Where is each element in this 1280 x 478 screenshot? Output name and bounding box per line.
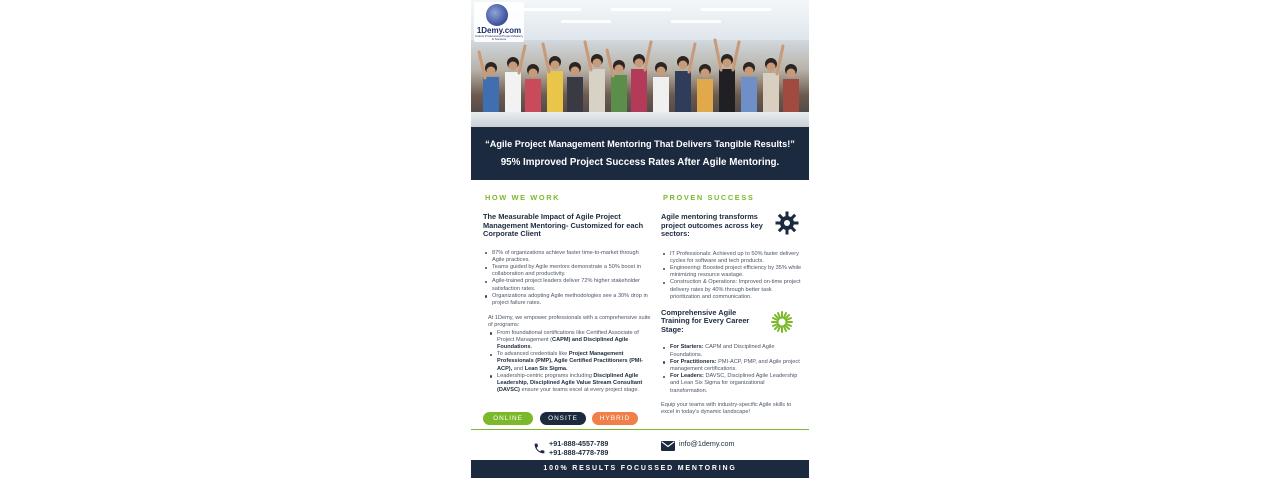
email-contact xyxy=(661,438,781,460)
sectors-heading-block xyxy=(661,213,803,239)
email-address[interactable]: info@1demy.com xyxy=(679,439,735,448)
how-we-work-tag: HOW WE WORK xyxy=(485,193,561,202)
list-item: IT Professionals: Achieved up to 50% faster delivery cycles for software and tech products. xyxy=(661,251,803,265)
envelope-icon xyxy=(661,441,675,451)
list-item xyxy=(488,351,651,373)
headline-stat: 95% Improved Project Success Rates After Agile Mentoring. xyxy=(500,157,780,168)
stage-label: For Leaders: xyxy=(670,373,704,380)
impact-stats-list xyxy=(483,250,651,308)
hero-photo xyxy=(471,0,809,127)
headline-band xyxy=(471,127,809,180)
ceiling-light xyxy=(561,20,611,23)
mode-onsite-badge: ONSITE xyxy=(540,412,586,425)
programs-list xyxy=(483,330,651,395)
career-stages-list xyxy=(661,344,803,394)
how-we-work-heading: The Measurable Impact of Agile Project Management Mentoring- Customized for each Corporate Client xyxy=(483,212,644,238)
list-item xyxy=(488,330,651,352)
program-text: To advanced credentials like xyxy=(497,351,569,358)
list-item xyxy=(661,359,803,373)
brand-tagline: Unlock Professional Project Mastery & Success xyxy=(474,34,524,41)
list-item: Engineering: Boosted project efficiency by 35% while minimizing resource wastage. xyxy=(661,265,803,279)
mode-hybrid-badge: HYBRID xyxy=(592,412,638,425)
how-we-work-section xyxy=(483,193,651,394)
list-item: 87% of organizations achieve faster time-to-market through Agile practices. xyxy=(483,250,651,264)
globe-icon xyxy=(486,4,508,26)
program-credentials: Lean Six Sigma. xyxy=(524,365,568,372)
program-text: From foundational certifications like Certified Associate of Project Management ( xyxy=(497,329,639,343)
ceiling-light xyxy=(701,8,771,11)
program-credentials: Project Management Professionals (PMP), Agile Certified Practitioners (PMI-ACP), xyxy=(497,351,643,372)
flyer xyxy=(471,0,809,478)
program-credentials: Disciplined Agile Leadership, Disciplined Agile Value Stream Consultant (DAVSC) xyxy=(497,372,643,394)
list-item xyxy=(661,373,803,395)
phone-number-1[interactable]: +91-888-4557-789 xyxy=(549,439,609,448)
list-item xyxy=(488,373,651,395)
program-text: . xyxy=(530,343,533,350)
program-text: ensure your teams excel at every project stage. xyxy=(519,387,639,394)
brand-logo xyxy=(474,2,524,42)
proven-success-heading: Agile mentoring transforms project outcomes across key sectors: xyxy=(661,212,763,238)
list-item: Agile-trained project leaders deliver 72% higher stakeholder satisfaction rates. xyxy=(483,278,651,292)
office-desks xyxy=(471,112,809,127)
stage-text: PMI-ACP, PMP, and Agile project management certifications. xyxy=(670,358,800,373)
phone-contact xyxy=(533,438,653,460)
proven-success-tag: PROVEN SUCCESS xyxy=(663,193,755,202)
gear-icon xyxy=(775,211,799,235)
program-text: Leadership-centric programs including xyxy=(497,372,594,379)
headline-quote: “Agile Project Management Mentoring That Delivers Tangible Results!” xyxy=(485,139,795,149)
phone-number-2[interactable]: +91-888-4778-789 xyxy=(549,447,609,457)
programs-intro: At 1Demy, we empower professionals with a comprehensive suite of programs: xyxy=(488,315,651,329)
list-item: Construction & Operations: Improved on-time project delivery rates by 40% through better task prioritization and communication. xyxy=(661,279,803,301)
list-item: Organizations adopting Agile methodologies see a 30% drop in project failure rates. xyxy=(483,293,651,307)
delivery-modes xyxy=(483,412,653,426)
training-heading-block xyxy=(661,309,803,335)
list-item xyxy=(661,344,803,358)
program-text: and xyxy=(512,365,525,372)
ceiling-light xyxy=(671,20,721,23)
stage-label: For Starters: xyxy=(670,344,704,351)
stage-label: For Practitioners: xyxy=(670,358,717,365)
footer-banner: 100% RESULTS FOCUSSED MENTORING xyxy=(471,460,809,478)
phone-icon xyxy=(533,442,546,455)
program-credentials: CAPM) and Disciplined Agile Foundations xyxy=(497,336,629,350)
ceiling-light xyxy=(611,8,671,11)
sectors-list xyxy=(661,251,803,301)
closing-text: Equip your teams with industry-specific Agile skills to excel in today's dynamic landscape! xyxy=(661,401,792,416)
training-heading: Comprehensive Agile Training for Every Career Stage: xyxy=(661,307,750,334)
stage-text: CAPM and Disciplined Agile Foundations. xyxy=(670,344,775,358)
divider xyxy=(471,429,809,430)
stage-text: DAVSC, Disciplined Agile Leadership and Lean Six Sigma for organizational transformation. xyxy=(670,373,798,394)
mode-online-badge: ONLINE xyxy=(483,412,533,425)
proven-success-section xyxy=(661,193,803,416)
phone-numbers xyxy=(549,440,608,457)
sparkle-icon xyxy=(771,311,793,333)
brand-name: 1Demy.com xyxy=(476,26,522,35)
list-item: Teams guided by Agile mentors demonstrate a 50% boost in collaboration and productivity. xyxy=(483,264,651,278)
